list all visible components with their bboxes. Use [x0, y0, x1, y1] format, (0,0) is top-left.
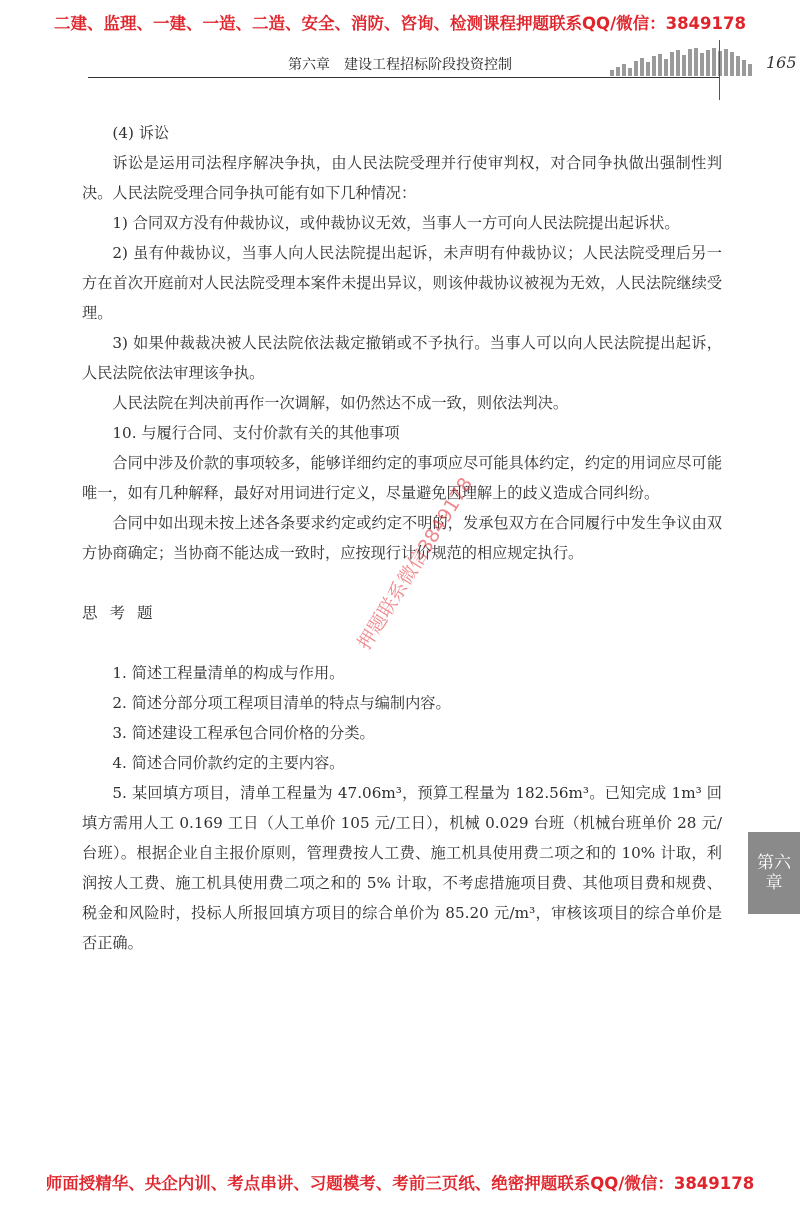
page-header: [88, 48, 797, 78]
paragraph: 1) 合同双方没有仲裁协议，或仲裁协议无效，当事人一方可向人民法院提出起诉状。: [112, 214, 680, 232]
section-heading-litigation: (4) 诉讼: [112, 124, 170, 142]
header-decoration: [610, 48, 760, 76]
paragraph: 3) 如果仲裁裁决被人民法院依法裁定撤销或不予执行。当事人可以向人民法院提出起诉，人民法院依法审理该争执。: [82, 334, 722, 382]
paragraph: 合同中涉及价款的事项较多，能够详细约定的事项应尽可能具体约定，约定的用词应尽可能唯一，如有几种解释，最好对用词进行定义，尽量避免因理解上的歧义造成合同纠纷。: [82, 454, 722, 502]
exercises-title: 思考题: [82, 604, 165, 622]
exercise-question: 5. 某回填方项目，清单工程量为 47.06m³，预算工程量为 182.56m³。已知完成 1m³ 回填方需用人工 0.169 工日（人工单价 105 元/工日），机械 0.029 台班（机械台班单价 28 元/台班）。根据企业自主报价原则，管理费按人工费、施工机具使用费二项之和的 10% 计取，利润按人工费、施工机具使用费二项之和的 5% 计取，不考虑措施项目费、其他项目费和规费、税金和风险时，投标人所报回填方项目的综合单价为 85.20 元/m³，审核该项目的综合单价是否正确。: [82, 784, 722, 952]
header-rule: [88, 77, 720, 78]
side-tab-line: 第六: [757, 853, 791, 873]
top-promo-banner: 二建、监理、一建、一造、二造、安全、消防、咨询、检测课程押题联系QQ/微信：3849178: [54, 14, 746, 33]
exercise-question: 4. 简述合同价款约定的主要内容。: [112, 754, 345, 772]
paragraph: 诉讼是运用司法程序解决争执，由人民法院受理并行使审判权，对合同争执做出强制性判决。人民法院受理合同争执可能有如下几种情况：: [82, 154, 722, 202]
chapter-side-tab: [748, 832, 800, 914]
chapter-title: 第六章 建设工程招标阶段投资控制: [288, 57, 512, 73]
page-body: [82, 118, 722, 958]
exercise-question: 2. 简述分部分项工程项目清单的特点与编制内容。: [112, 694, 451, 712]
paragraph: 人民法院在判决前再作一次调解，如仍然达不成一致，则依法判决。: [112, 394, 569, 412]
paragraph: 合同中如出现未按上述各条要求约定或约定不明的，发承包双方在合同履行中发生争议由双方协商确定；当协商不能达成一致时，应按现行计价规范的相应规定执行。: [82, 514, 722, 562]
paragraph: 2) 虽有仲裁协议，当事人向人民法院提出起诉，未声明有仲裁协议；人民法院受理后另一方在首次开庭前对人民法院受理本案件未提出异议，则该仲裁协议被视为无效，人民法院继续受理。: [82, 244, 722, 322]
side-tab-line: 章: [765, 873, 783, 893]
exercise-question: 1. 简述工程量清单的构成与作用。: [112, 664, 345, 682]
header-vertical-rule: [719, 40, 720, 100]
exercise-question: 3. 简述建设工程承包合同价格的分类。: [112, 724, 375, 742]
watermark-text: 押题联系微信3849178: [353, 473, 478, 654]
bottom-promo-banner: 师面授精华、央企内训、考点串讲、习题模考、考前三页纸、绝密押题联系QQ/微信：3849178: [45, 1174, 755, 1193]
section-heading-other-matters: 10. 与履行合同、支付价款有关的其他事项: [112, 424, 400, 442]
page-number: 165: [766, 53, 797, 72]
